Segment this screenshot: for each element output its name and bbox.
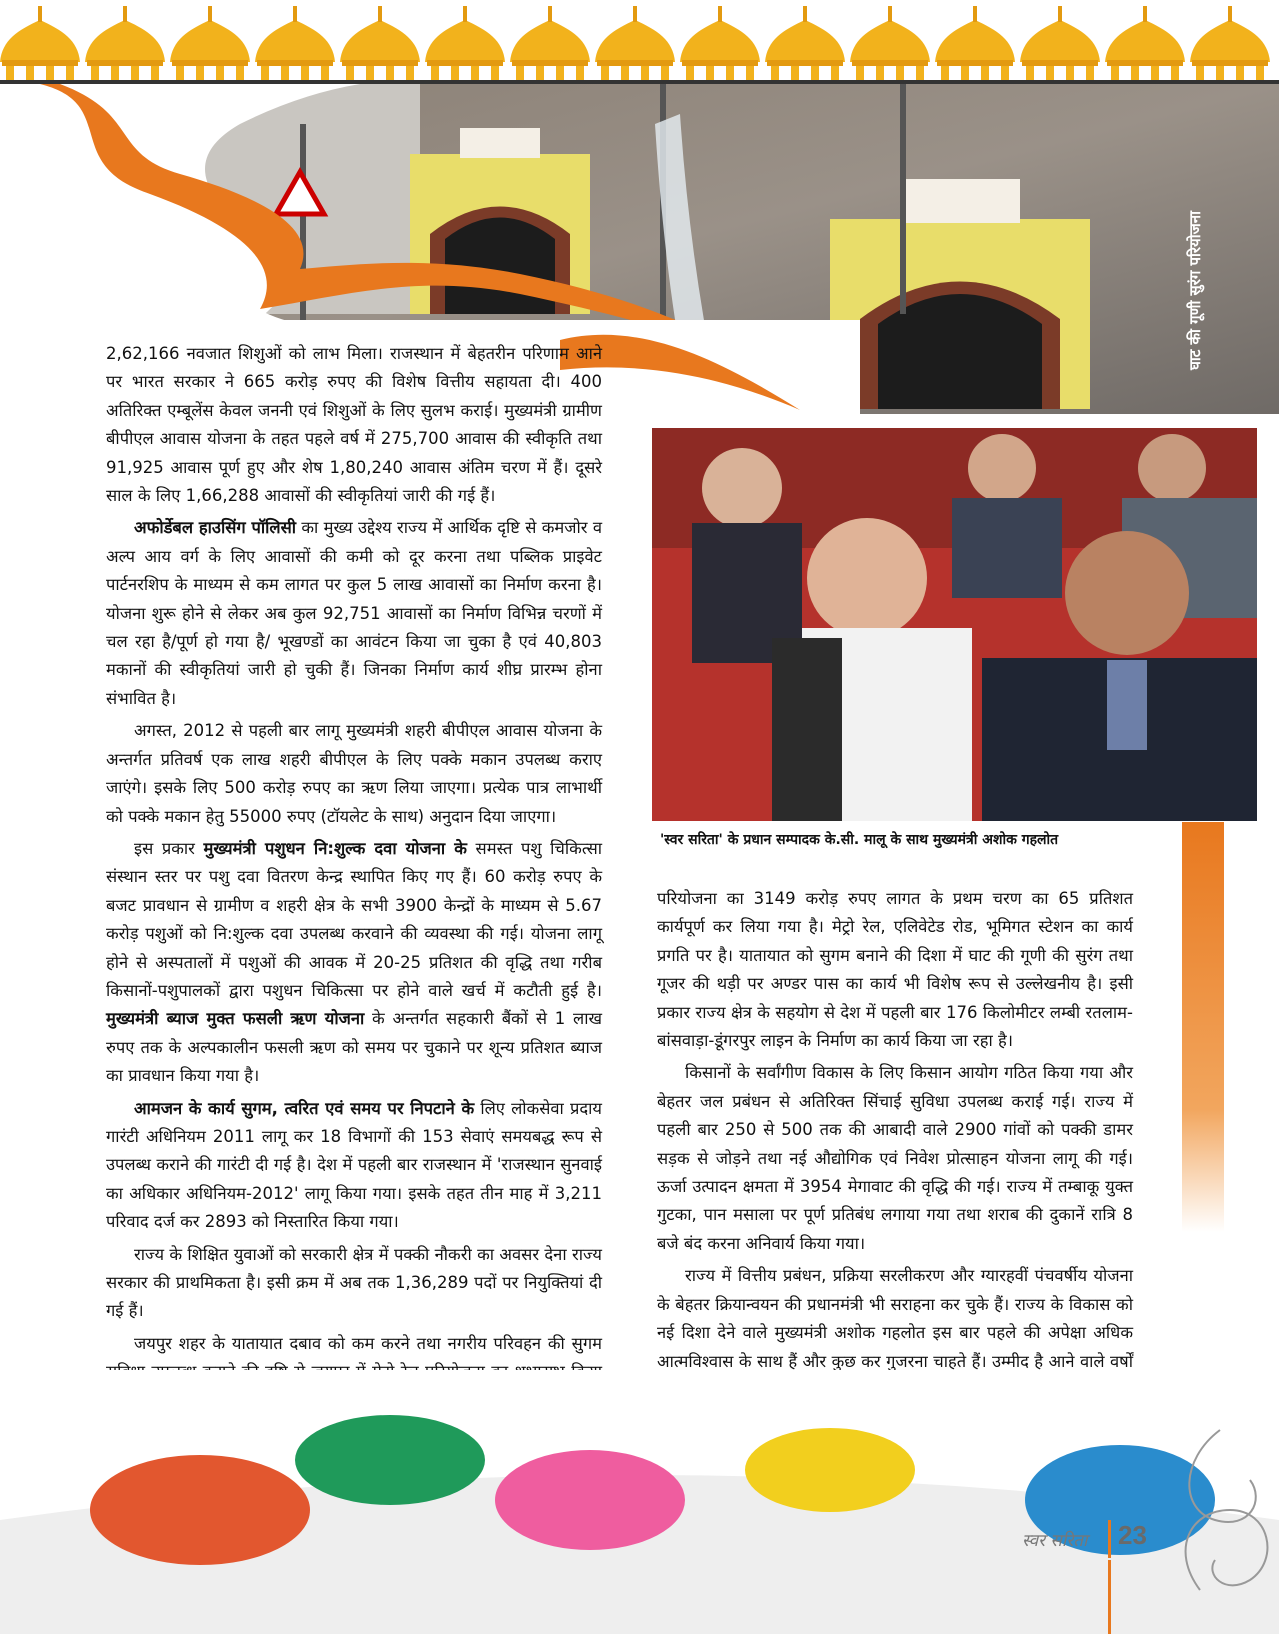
yellow-powder <box>745 1428 915 1512</box>
orange-powder <box>90 1455 310 1565</box>
tunnel-photo-label: घाट की गूणी सुरंग परियोजना <box>1186 211 1204 370</box>
livestock-scheme-heading: मुख्यमंत्री पशुधन नि:शुल्क दवा योजना के <box>203 838 467 858</box>
swoosh-tail <box>560 300 860 420</box>
right-column <box>657 885 1133 1433</box>
footer-magazine-name: स्वर सरिता <box>1022 1531 1088 1551</box>
left-para-2: अफोर्डेबल हाउसिंग पॉलिसी का मुख्य उद्देश्य राज्य में आर्थिक दृष्टि से कमजोर व अल्प आय वर्ग के लिए आवासों की कमी को दूर करना तथा पब्लिक प्राइवेट पार्टनरशिप के माध्यम से कम लागत पर कुल 5 लाख आवासों का निर्माण करना है। योजना शुरू होने से लेकर अब कुल 92,751 आवासों का निर्माण विभिन्न चरणों में चल रहा है/पूर्ण हो गया है/ भूखण्डों का आवंटन किया जा चुका है एवं 40,803 मकानों की स्वीकृतियां जारी हो चुकी हैं। जिनका निर्माण कार्य शीघ्र प्रारम्भ होना संभावित है। <box>106 518 602 708</box>
left-para-5: आमजन के कार्य सुगम, त्वरित एवं समय पर निपटाने के लिए लोकसेवा प्रदाय गारंटी अधिनियम 2011 लागू कर 18 विभागों की 153 सेवाएं समयबद्ध रूप से उपलब्ध कराने की गारंटी दी गई है। देश में पहली बार राजस्थान में 'राजस्थान सुनवाई का अधिकार अधिनियम-2012' लागू किया गया। इसके तहत तीन माह में 3,211 परिवाद दर्ज कर 2893 को निस्तारित किया गया। <box>106 1098 602 1232</box>
left-para-3: अगस्त, 2012 से पहली बार लागू मुख्यमंत्री शहरी बीपीएल आवास योजना के अन्तर्गत प्रतिवर्ष एक लाख शहरी बीपीएल के लिए पक्के मकान उपलब्ध कराए जाएंगे। इसके लिए 500 करोड़ रुपए का ऋण लिया जाएगा। प्रत्येक पात्र लाभार्थी को पक्के मकान हेतु 55000 रुपए (टॉयलेट के साथ) अनुदान दिया जाएगा। <box>106 721 602 826</box>
left-column <box>106 340 602 1415</box>
footer-divider <box>1108 1520 1111 1558</box>
photo-caption: 'स्वर सरिता' के प्रधान सम्पादक के.सी. मालू के साथ मुख्यमंत्री अशोक गहलोत <box>660 832 1059 848</box>
left-para-6: राज्य के शिक्षित युवाओं को सरकारी क्षेत्र में पक्की नौकरी का अवसर देना राज्य सरकार की प्राथमिकता है। इसी क्रम में अब तक 1,36,289 पदों पर नियुक्तियां दी गई हैं। <box>106 1244 602 1321</box>
page-number: 23 <box>1118 1520 1147 1550</box>
green-powder <box>295 1415 485 1505</box>
public-service-heading: आमजन के कार्य सुगम, त्वरित एवं समय पर निपटाने के <box>134 1098 475 1118</box>
header-domes-border <box>0 0 1279 90</box>
color-powders <box>0 1370 1279 1634</box>
right-para-3: राज्य में वित्तीय प्रबंधन, प्रक्रिया सरलीकरण और ग्यारहवीं पंचवर्षीय योजना के बेहतर क्रियान्वयन की प्रधानमंत्री भी सराहना कर चुके हैं। राज्य के विकास को नई दिशा देने वाले मुख्यमंत्री अशोक गहलोत इस बार पहले की अपेक्षा अधिक आत्मविश्वास के साथ हैं और कुछ कर गुजरना चाहते हैं। उम्मीद है आने वाले वर्षों <box>657 1266 1133 1371</box>
footer-divider-lower <box>1108 1560 1111 1634</box>
orange-side-bar <box>1182 822 1224 1232</box>
left-para-1: 2,62,166 नवजात शिशुओं को लाभ मिला। राजस्थान में बेहतरीन परिणाम आने पर भारत सरकार ने 665 करोड़ रुपए की विशेष वित्तीय सहायता दी। 400 अतिरिक्त एम्बूलेंस केवल जननी एवं शिशुओं के लिए सुलभ कराई। मुख्यमंत्री ग्रामीण बीपीएल आवास योजना के तहत पहले वर्ष में 275,700 आवास की स्वीकृति तथा 91,925 आवास पूर्ण हुए और शेष 1,80,240 आवास अंतिम चरण में हैं। दूसरे साल के लिए 1,66,288 आवासों की स्वीकृतियां जारी की गई हैं। <box>106 344 602 506</box>
right-para-1: परियोजना का 3149 करोड़ रुपए लागत के प्रथम चरण का 65 प्रतिशत कार्यपूर्ण कर लिया गया है। मेट्रो रेल, एलिवेटेड रोड, भूमिगत स्टेशन का कार्य प्रगति पर है। यातायात को सुगम बनाने की दिशा में घाट की गूणी की सुरंग तथा गूजर की थड़ी पर अण्डर पास का कार्य भी विशेष रूप से उल्लेखनीय है। इसी प्रकार राज्य क्षेत्र के सहयोग से देश में पहली बार 176 किलोमीटर लम्बी रतलाम-बांसवाड़ा-डूंगरपुर लाइन के निर्माण का कार्य किया जा रहा है। <box>657 889 1133 1051</box>
group-photo <box>652 428 1257 821</box>
housing-policy-heading: अफोर्डेबल हाउसिंग पॉलिसी <box>134 518 297 538</box>
loan-scheme-heading: मुख्यमंत्री ब्याज मुक्त फसली ऋण योजना <box>106 1009 365 1029</box>
right-para-2: किसानों के सर्वांगीण विकास के लिए किसान आयोग गठित किया गया और बेहतर जल प्रबंधन से अतिरिक्त सिंचाई सुविधा उपलब्ध कराई गई। राज्य में पहली बार 250 से 500 तक की आबादी वाले 2900 गांवों को पक्की डामर सड़क से जोड़ने तथा नई औद्योगिक एवं निवेश प्रोत्साहन योजना लागू की गई। ऊर्जा उत्पादन क्षमता में 3954 मेगावाट की वृद्धि की गई। राज्य में तम्बाकू युक्त गुटका, पान मसाला पर पूर्ण प्रतिबंध लगाया गया तथा शराब की दुकानें रात्रि 8 बजे बंद करना अनिवार्य किया गया। <box>657 1063 1133 1253</box>
left-para-7: जयपुर शहर के यातायात दबाव को कम करने तथा नगरीय परिवहन की सुगम <box>134 1333 602 1353</box>
dome-row <box>0 6 1270 80</box>
left-para-4: इस प्रकार मुख्यमंत्री पशुधन नि:शुल्क दवा योजना के समस्त पशु चिकित्सा संस्थान स्तर पर पशु दवा वितरण केन्द्र स्थापित किए गए हैं। 60 करोड़ रुपए के बजट प्रावधान से ग्रामीण व शहरी क्षेत्र के सभी 3900 केन्द्रों के माध्यम से 5.67 करोड़ पशुओं को नि:शुल्क दवा उपलब्ध करवाने की व्यवस्था की गई। योजना लागू होने से अस्पतालों में पशुओं की आवक में 20-25 प्रतिशत की वृद्धि तथा गरीब किसानों-पशुपालकों द्वारा पशुधन चिकित्सा पर होने वाले खर्च में कटौती हुई है।मुख्यमंत्री ब्याज मुक्त फसली ऋण योजना के अन्तर्गत सहकारी बैंकों से 1 लाख रुपए तक के अल्पकालीन फसली ऋण को समय पर चुकाने पर शून्य प्रतिशत ब्याज का प्रावधान किया गया है। <box>106 838 602 1086</box>
pink-powder <box>495 1450 685 1550</box>
